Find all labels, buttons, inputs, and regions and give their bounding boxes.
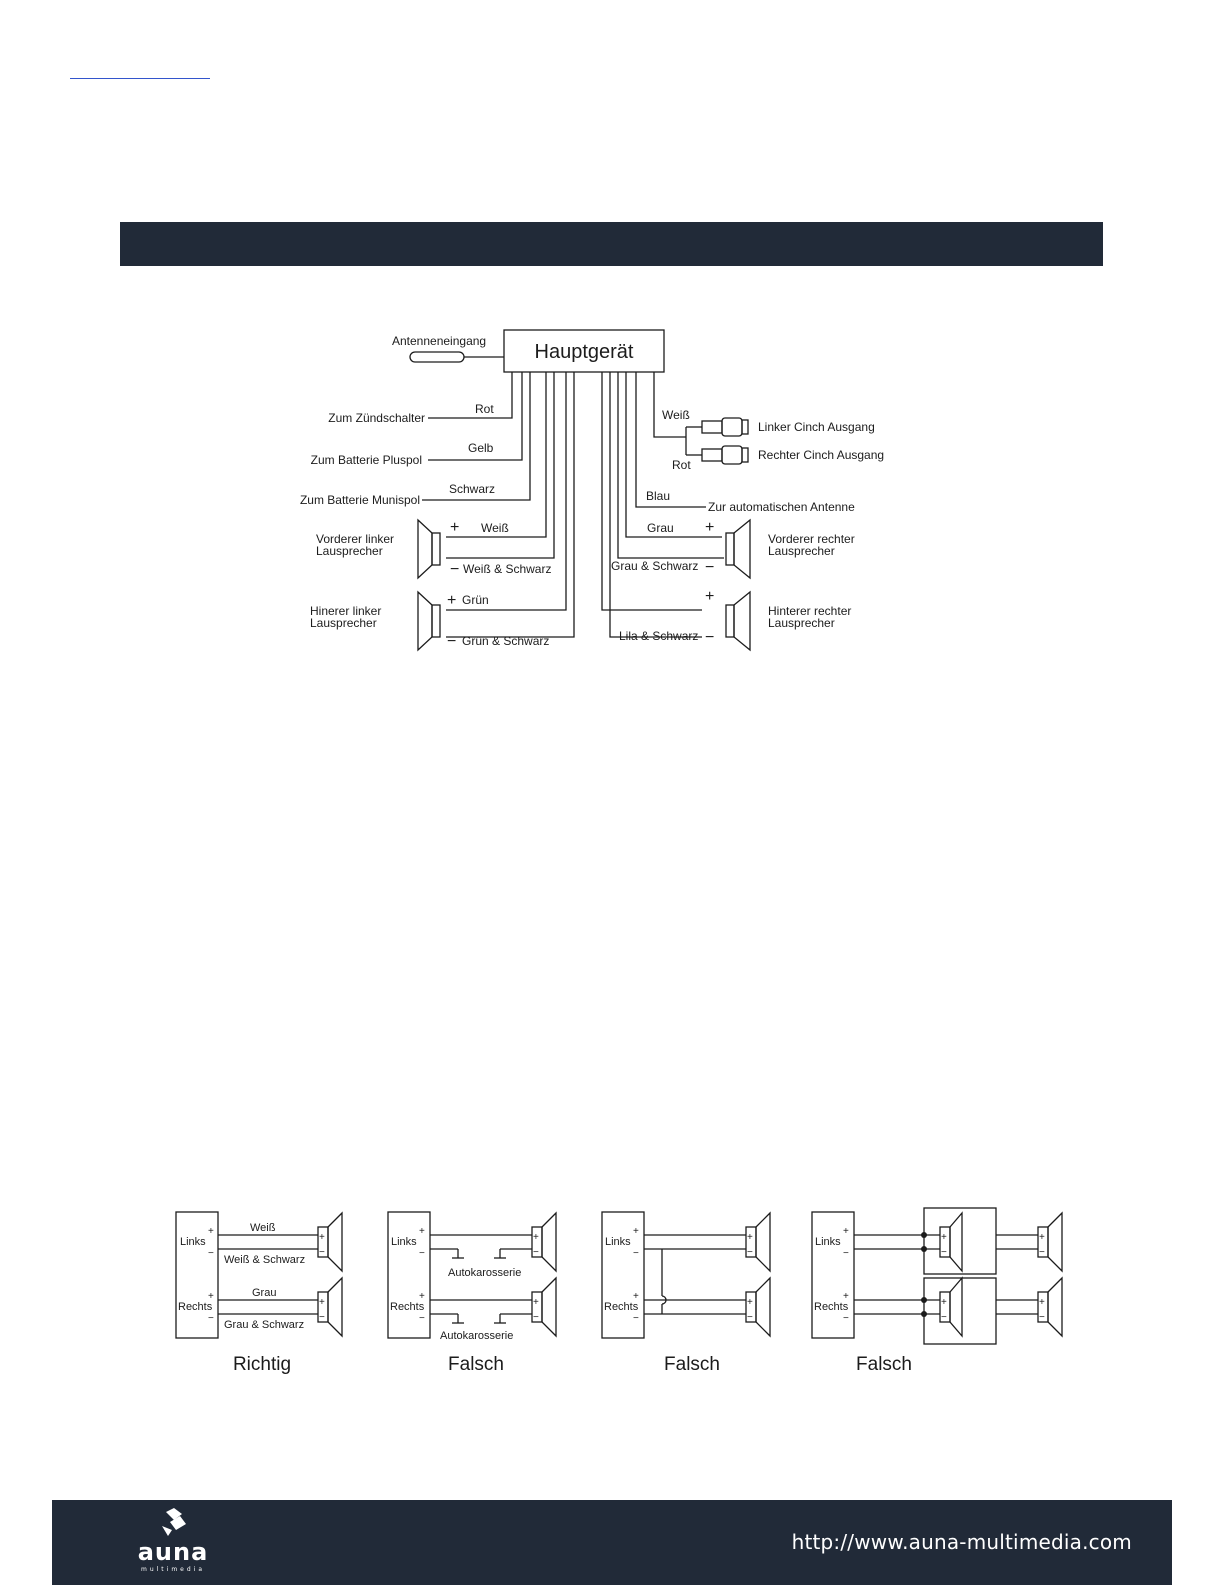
battery-plus-color: Gelb [468,441,494,455]
links-label: Links [605,1236,631,1248]
svg-text:−: − [941,1312,947,1323]
rca-white-color: Weiß [662,408,690,422]
svg-text:−: − [1039,1247,1045,1258]
svg-text:+: + [633,1291,639,1302]
svg-text:+: + [941,1297,947,1308]
front-right-speaker-icon [726,520,750,578]
grey-black-wire-label: Grau & Schwarz [224,1319,305,1331]
diagram-caption-wrong: Falsch [664,1354,720,1375]
front-right-neg-color: Grau & Schwarz [611,559,699,573]
links-label: Links [815,1236,841,1248]
footer-url-link[interactable]: http://www.auna-multimedia.com [791,1530,1132,1554]
links-label: Links [391,1236,417,1248]
svg-text:+: + [1039,1297,1045,1308]
rear-left-neg-color: Grün & Schwarz [462,634,550,648]
wiring-diagram [290,320,910,665]
svg-text:+: + [419,1291,425,1302]
logo-underline [70,78,210,79]
svg-text:−: − [633,1313,639,1324]
white-wire-label: Weiß [250,1222,276,1234]
svg-text:+: + [533,1297,539,1308]
rca-left-label: Linker Cinch Ausgang [758,420,875,434]
battery-minus-label: Zum Batterie Munispol [299,493,420,507]
polarity-diagrams [160,1190,1080,1380]
svg-text:+: + [941,1232,947,1243]
svg-text:+: + [843,1226,849,1237]
grey-wire-label: Grau [252,1287,277,1299]
rear-right-speaker-label-1: Hinterer rechter [768,604,852,618]
rear-right-speaker-icon [726,592,750,650]
rear-right-neg-color: Lila & Schwarz [619,629,699,643]
section-header-bar [120,222,1103,266]
svg-text:+: + [319,1297,325,1308]
logo-subtitle: multimedia [140,1566,206,1573]
logo-mark-icon [118,1508,228,1540]
svg-text:−: − [419,1313,425,1324]
rca-right-label: Rechter Cinch Ausgang [758,448,885,462]
svg-text:−: − [843,1248,849,1259]
rca-right-plug-icon [702,449,722,461]
svg-text:−: − [1039,1312,1045,1323]
svg-text:−: − [208,1313,214,1324]
logo-wordmark: auna [137,1538,209,1566]
front-left-speaker-icon [418,520,440,578]
svg-text:+: + [843,1291,849,1302]
front-right-speaker-label-2: Lausprecher [768,544,835,558]
front-left-speaker-label-1: Vorderer linker [316,532,395,546]
rear-left-speaker-label-1: Hinerer linker [310,604,382,618]
svg-text:+: + [747,1297,753,1308]
svg-text:−: − [319,1312,325,1323]
diagram-caption-wrong: Falsch [856,1354,912,1375]
rear-left-minus: − [447,633,457,650]
links-label: Links [180,1236,206,1248]
ignition-label: Zum Zündschalter [328,411,425,425]
front-left-minus: − [450,561,460,578]
auna-logo[interactable] [118,1508,228,1580]
svg-text:−: − [208,1248,214,1259]
svg-text:+: + [319,1232,325,1243]
rear-right-speaker-label-2: Lausprecher [768,616,835,630]
svg-text:−: − [747,1247,753,1258]
svg-text:−: − [419,1248,425,1259]
svg-text:−: − [843,1313,849,1324]
rear-right-plus: + [705,588,715,605]
front-right-pos-color: Grau [647,521,674,535]
rear-left-speaker-label-2: Lausprecher [310,616,377,630]
front-left-plus: + [450,519,460,536]
svg-text:+: + [1039,1232,1045,1243]
rear-right-minus: − [705,629,715,646]
rca-red-color: Rot [672,458,691,472]
svg-text:−: − [533,1247,539,1258]
footer-bar [52,1500,1172,1585]
diagram-caption-correct: Richtig [232,1354,292,1375]
svg-text:+: + [533,1232,539,1243]
svg-text:+: + [419,1226,425,1237]
svg-text:−: − [533,1312,539,1323]
main-unit-label: Hauptgerät [534,341,634,363]
battery-minus-color: Schwarz [449,482,496,496]
svg-text:+: + [747,1232,753,1243]
auto-antenna-label: Zur automatischen Antenne [708,500,855,514]
svg-text:−: − [319,1247,325,1258]
antenna-input-label: Antenneneingang [392,334,487,348]
rca-left-plug-icon [702,421,722,433]
rechts-label: Rechts [604,1301,639,1313]
antenna-plug-icon [410,352,464,362]
front-left-pos-color: Weiß [481,521,509,535]
svg-text:−: − [633,1248,639,1259]
svg-text:+: + [633,1226,639,1237]
rear-left-speaker-icon [418,592,440,650]
svg-text:+: + [208,1226,214,1237]
rear-left-pos-color: Grün [462,593,489,607]
front-left-neg-color: Weiß & Schwarz [463,562,552,576]
svg-text:−: − [941,1247,947,1258]
rear-left-plus: + [447,592,457,609]
front-right-plus: + [705,519,715,536]
diagram-caption-wrong: Falsch [448,1354,504,1375]
front-left-speaker-label-2: Lausprecher [316,544,383,558]
svg-text:−: − [747,1312,753,1323]
rechts-label: Rechts [178,1301,213,1313]
ignition-color: Rot [475,402,494,416]
car-body-label: Autokarosserie [448,1267,522,1279]
white-black-wire-label: Weiß & Schwarz [224,1254,306,1266]
car-body-label: Autokarosserie [440,1330,514,1342]
battery-plus-label: Zum Batterie Pluspol [310,453,422,467]
rechts-label: Rechts [814,1301,849,1313]
svg-text:+: + [208,1291,214,1302]
rechts-label: Rechts [390,1301,425,1313]
auto-antenna-color: Blau [646,489,671,503]
front-right-minus: − [705,559,715,576]
front-right-speaker-label-1: Vorderer rechter [768,532,855,546]
